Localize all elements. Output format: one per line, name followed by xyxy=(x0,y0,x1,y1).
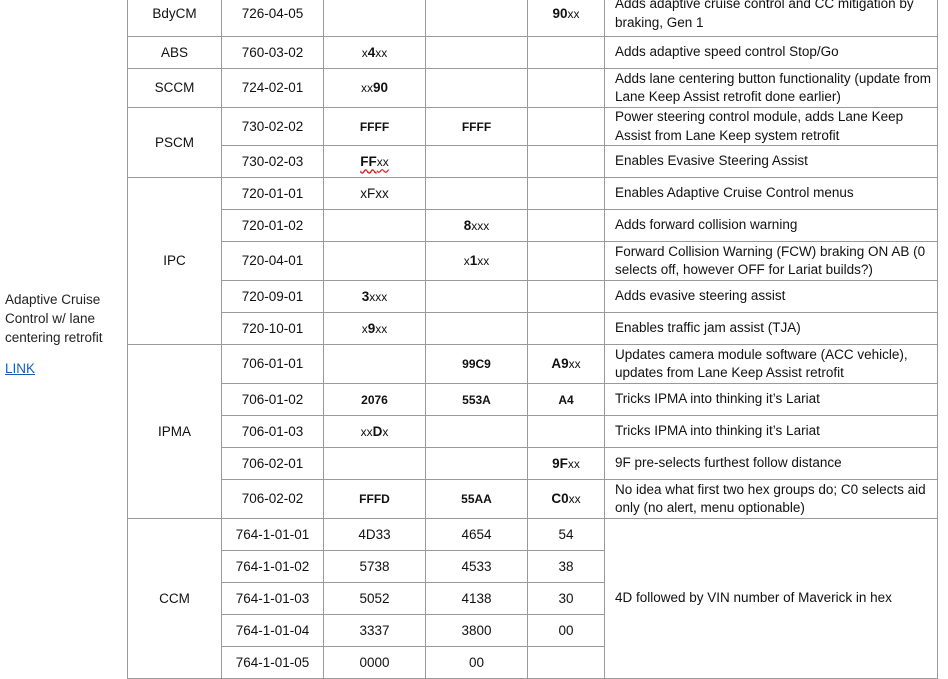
hex-value-cell xyxy=(324,448,426,480)
description-cell: Adds adaptive cruise control and CC mitigation by braking, Gen 1 xyxy=(605,0,938,37)
hex-value-cell: 3337 xyxy=(324,615,426,647)
hex-value-cell xyxy=(528,178,605,210)
table-row xyxy=(128,480,938,519)
hex-value-cell xyxy=(528,448,605,480)
hex-value-cell xyxy=(324,37,426,69)
hex-segment: 9F xyxy=(552,455,568,471)
hex-value-cell: 30 xyxy=(528,583,605,615)
table-row xyxy=(128,416,938,448)
hex-segment: FFFF xyxy=(359,119,390,134)
hex-value-cell xyxy=(324,384,426,416)
hex-segment: 8 xyxy=(463,217,472,233)
hex-segment: FF xyxy=(360,153,377,169)
hex-value-cell xyxy=(528,0,605,37)
hex-value-cell xyxy=(324,345,426,384)
did-code-cell: 720-01-01 xyxy=(222,178,324,210)
hex-segment: A4 xyxy=(558,392,574,407)
description-cell: Adds forward collision warning xyxy=(605,210,938,242)
module-cell: CCM xyxy=(128,519,222,679)
did-code-cell: 760-03-02 xyxy=(222,37,324,69)
hex-segment: A9 xyxy=(551,356,569,371)
description-cell: Power steering control module, adds Lane Keep Assist from Lane Keep system retrofit xyxy=(605,108,938,146)
hex-segment: xx xyxy=(567,6,580,21)
hex-segment: 553A xyxy=(462,392,491,407)
hex-value-cell xyxy=(426,108,528,146)
hex-value-cell xyxy=(324,69,426,108)
did-code-cell: 730-02-02 xyxy=(222,108,324,146)
hex-segment: xx xyxy=(360,424,373,439)
table-row xyxy=(128,242,938,281)
hex-value-cell xyxy=(426,416,528,448)
table-row xyxy=(128,178,938,210)
hex-segment: 99C9 xyxy=(462,357,491,371)
description-cell: Adds evasive steering assist xyxy=(605,281,938,313)
table-row xyxy=(128,146,938,178)
retrofit-link[interactable]: LINK xyxy=(5,361,36,376)
table-row xyxy=(128,345,938,384)
hex-value-cell xyxy=(324,210,426,242)
hex-value-cell xyxy=(426,178,528,210)
did-code-cell: 730-02-03 xyxy=(222,146,324,178)
did-code-cell: 720-01-02 xyxy=(222,210,324,242)
hex-segment: C0 xyxy=(551,491,569,506)
hex-value-cell xyxy=(324,313,426,345)
hex-value-cell xyxy=(324,146,426,178)
hex-value-cell: xFxx xyxy=(324,178,426,210)
hex-value-cell: 00 xyxy=(528,615,605,647)
hex-value-cell xyxy=(426,210,528,242)
hex-value-cell xyxy=(528,345,605,384)
config-table xyxy=(127,0,938,679)
hex-segment: 9 xyxy=(367,320,376,336)
hex-value-cell xyxy=(528,647,605,679)
hex-value-cell xyxy=(426,69,528,108)
hex-segment: 2076 xyxy=(361,392,388,407)
did-code-cell: 720-04-01 xyxy=(222,242,324,281)
did-code-cell: 764-1-01-03 xyxy=(222,583,324,615)
hex-value-cell xyxy=(324,0,426,37)
hex-value-cell xyxy=(528,480,605,519)
description-cell: Updates camera module software (ACC vehicle), updates from Lane Keep Assist retrofit xyxy=(605,345,938,384)
module-cell: IPMA xyxy=(128,345,222,519)
hex-value-cell xyxy=(426,480,528,519)
hex-value-cell: 5738 xyxy=(324,551,426,583)
did-code-cell: 724-02-01 xyxy=(222,69,324,108)
description-cell: Adds lane centering button functionality (update from Lane Keep Assist retrofit done earlier) xyxy=(605,69,938,108)
hex-value-cell xyxy=(426,281,528,313)
retrofit-label xyxy=(5,290,123,378)
table-row xyxy=(128,519,938,551)
hex-value-cell xyxy=(528,384,605,416)
hex-segment: xx xyxy=(375,45,388,60)
hex-value-cell xyxy=(426,313,528,345)
description-cell: Enables Adaptive Cruise Control menus xyxy=(605,178,938,210)
did-code-cell: 706-02-02 xyxy=(222,480,324,519)
hex-segment: x xyxy=(361,45,368,60)
hex-segment: xx xyxy=(477,254,490,268)
description-cell: No idea what first two hex groups do; C0 selects aid only (no alert, menu optionable) xyxy=(605,480,938,519)
hex-value-cell xyxy=(426,0,528,37)
table-row xyxy=(128,281,938,313)
hex-segment: x xyxy=(361,321,368,336)
hex-segment: 55AA xyxy=(461,492,492,506)
table-row xyxy=(128,313,938,345)
hex-value-cell xyxy=(528,146,605,178)
hex-segment: xx xyxy=(567,456,580,471)
hex-value-cell xyxy=(528,37,605,69)
hex-value-cell xyxy=(426,242,528,281)
did-code-cell: 764-1-01-01 xyxy=(222,519,324,551)
module-cell: IPC xyxy=(128,178,222,345)
hex-value-cell xyxy=(528,416,605,448)
hex-segment: FFFD xyxy=(359,492,390,506)
hex-value-cell: 38 xyxy=(528,551,605,583)
hex-segment: xx xyxy=(376,154,389,169)
hex-value-cell xyxy=(324,281,426,313)
table-row xyxy=(128,210,938,242)
description-cell: Enables Evasive Steering Assist xyxy=(605,146,938,178)
did-code-cell: 706-01-03 xyxy=(222,416,324,448)
hex-value-cell xyxy=(324,242,426,281)
module-cell: BdyCM xyxy=(128,0,222,37)
hex-segment: x xyxy=(382,424,389,439)
description-cell: Adds adaptive speed control Stop/Go xyxy=(605,37,938,69)
hex-value-cell: 54 xyxy=(528,519,605,551)
hex-value-cell xyxy=(528,242,605,281)
hex-value-cell: 5052 xyxy=(324,583,426,615)
module-cell: SCCM xyxy=(128,69,222,108)
hex-segment: 90 xyxy=(552,5,568,21)
hex-value-cell xyxy=(528,69,605,108)
hex-value-cell xyxy=(324,480,426,519)
hex-segment: xxx xyxy=(369,289,388,304)
description-cell: Tricks IPMA into thinking it’s Lariat xyxy=(605,384,938,416)
did-code-cell: 726-04-05 xyxy=(222,0,324,37)
hex-segment: xxx xyxy=(471,218,490,233)
did-code-cell: 764-1-01-02 xyxy=(222,551,324,583)
hex-value-cell xyxy=(528,210,605,242)
table-row xyxy=(128,69,938,108)
hex-value-cell: 4533 xyxy=(426,551,528,583)
description-cell: Tricks IPMA into thinking it’s Lariat xyxy=(605,416,938,448)
hex-value-cell xyxy=(528,281,605,313)
hex-segment: xx xyxy=(568,357,581,371)
hex-value-cell xyxy=(324,108,426,146)
hex-value-cell xyxy=(528,313,605,345)
hex-value-cell xyxy=(426,345,528,384)
hex-value-cell: 4D33 xyxy=(324,519,426,551)
description-cell: 4D followed by VIN number of Maverick in hex xyxy=(605,519,938,679)
description-cell: 9F pre-selects furthest follow distance xyxy=(605,448,938,480)
retrofit-title: Adaptive Cruise Control w/ lane centering retrofit xyxy=(5,292,103,345)
hex-segment: 90 xyxy=(372,80,389,95)
module-cell: ABS xyxy=(128,37,222,69)
description-cell: Enables traffic jam assist (TJA) xyxy=(605,313,938,345)
description-cell: Forward Collision Warning (FCW) braking ON AB (0 selects off, however OFF for Lariat builds?) xyxy=(605,242,938,281)
hex-value-cell: 4138 xyxy=(426,583,528,615)
hex-value-cell xyxy=(426,448,528,480)
hex-value-cell: 3800 xyxy=(426,615,528,647)
hex-value-cell xyxy=(426,146,528,178)
hex-segment: D xyxy=(372,423,383,439)
hex-segment: xx xyxy=(375,321,388,336)
did-code-cell: 720-10-01 xyxy=(222,313,324,345)
hex-segment: FFFF xyxy=(461,119,492,134)
did-code-cell: 764-1-01-04 xyxy=(222,615,324,647)
hex-segment: xx xyxy=(360,81,373,95)
hex-value-cell: 00 xyxy=(426,647,528,679)
did-code-cell: 764-1-01-05 xyxy=(222,647,324,679)
hex-segment: 1 xyxy=(469,253,478,268)
did-code-cell: 706-02-01 xyxy=(222,448,324,480)
table-row xyxy=(128,37,938,69)
module-cell: PSCM xyxy=(128,108,222,178)
hex-segment: x xyxy=(463,254,470,268)
hex-value-cell xyxy=(426,384,528,416)
hex-segment: 3 xyxy=(361,288,370,304)
hex-segment: xx xyxy=(568,492,581,506)
table-row xyxy=(128,108,938,146)
hex-value-cell xyxy=(426,37,528,69)
hex-value-cell xyxy=(528,108,605,146)
did-code-cell: 706-01-02 xyxy=(222,384,324,416)
table-row xyxy=(128,448,938,480)
hex-segment: 4 xyxy=(367,44,376,60)
did-code-cell: 706-01-01 xyxy=(222,345,324,384)
hex-value-cell: 4654 xyxy=(426,519,528,551)
hex-value-cell xyxy=(324,416,426,448)
did-code-cell: 720-09-01 xyxy=(222,281,324,313)
table-row xyxy=(128,384,938,416)
config-table-body xyxy=(128,0,938,679)
table-row xyxy=(128,0,938,37)
hex-value-cell: 0000 xyxy=(324,647,426,679)
